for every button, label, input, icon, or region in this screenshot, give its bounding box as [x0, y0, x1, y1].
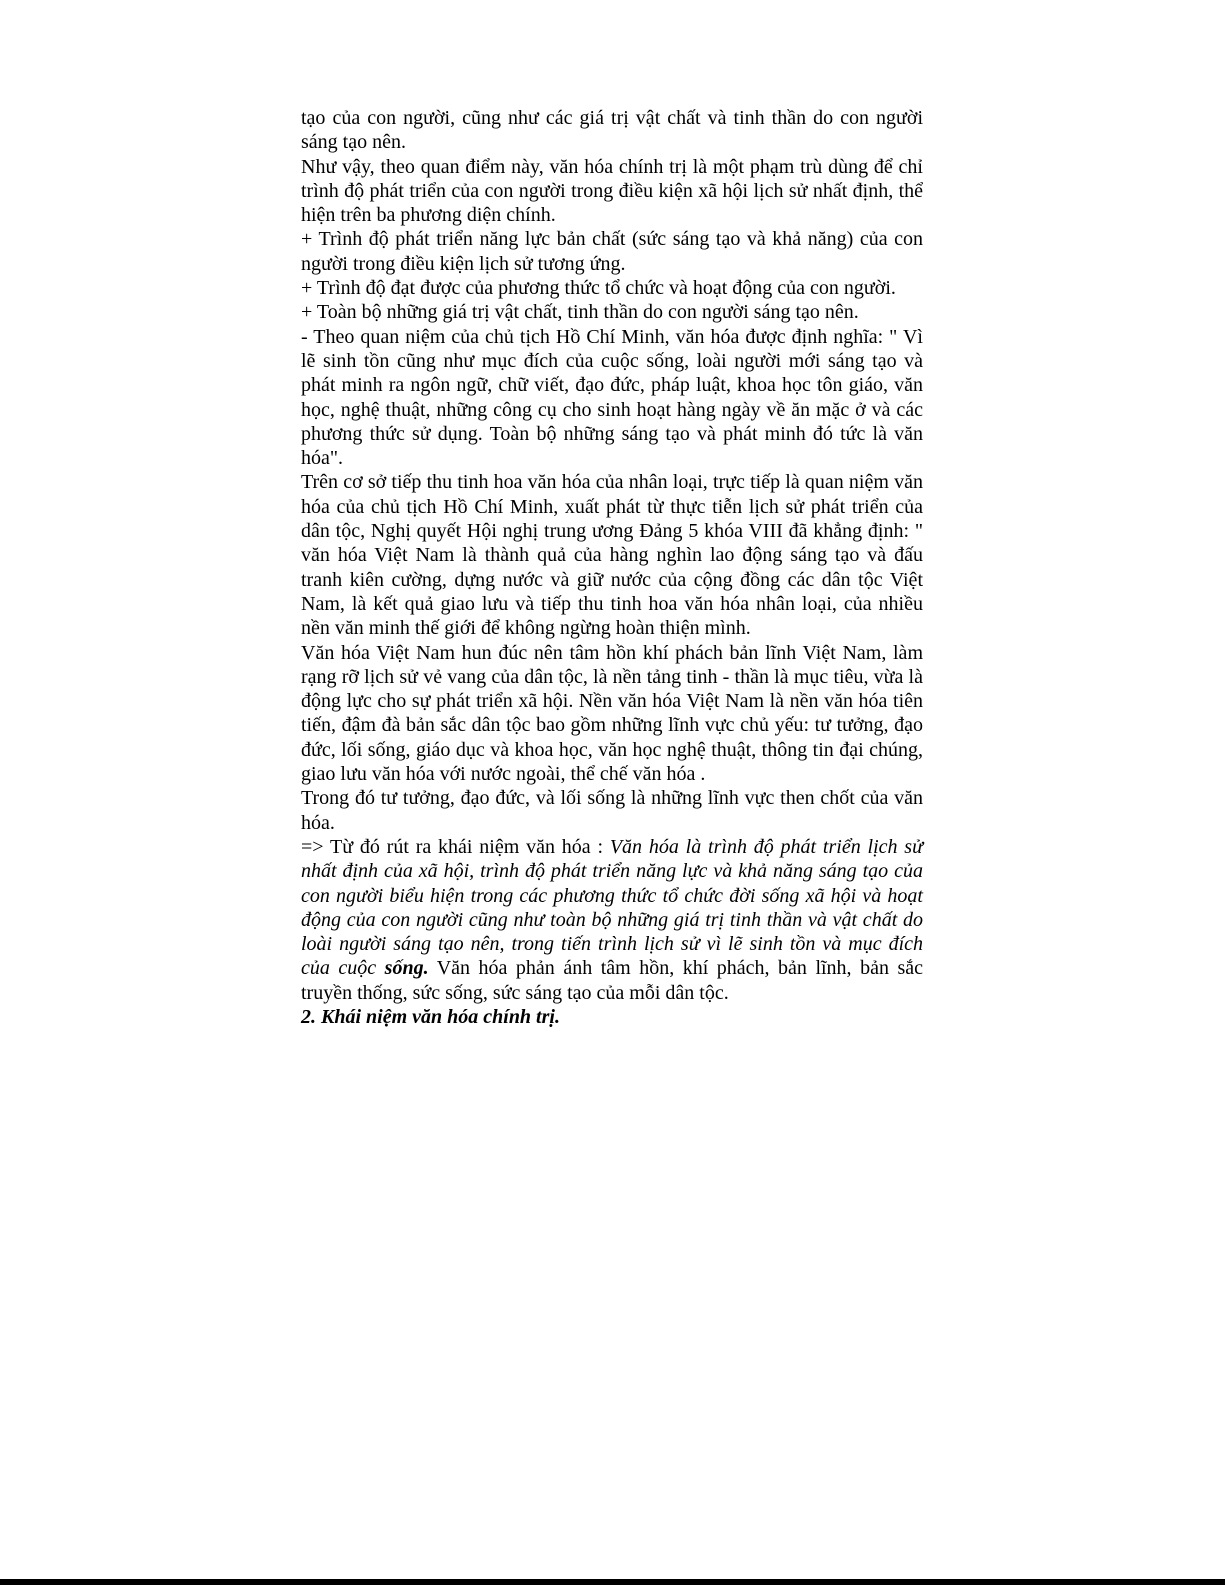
paragraph-8: Văn hóa Việt Nam hun đúc nên tâm hồn khí phách bản lĩnh Việt Nam, làm rạng rỡ lịch sử vẻ vang của dân tộc, là nền tảng tinh - thần là mục tiêu, vừa là động lực cho sự phát triển xã hội. Nền văn hóa Việt Nam là nền văn hóa tiên tiến, đậm đà bản sắc dân tộc bao gồm những lĩnh vực chủ yếu: tư tưởng, đạo đức, lối sống, giáo dục và khoa học, văn học nghệ thuật, thông tin đại chúng, giao lưu văn hóa với nước ngoài, thể chế văn hóa . — [301, 641, 923, 786]
definition-italic: Văn hóa là trình độ phát triển lịch sử nhất định của xã hội, trình độ phát triển năng lực và khả năng sáng tạo của con người biểu hiện trong các phương thức tổ chức đời sống xã hội và hoạt động của con người cũng như toàn bộ những giá trị tinh thần và vật chất do loài người sáng tạo nên, trong tiến trình lịch sử vì lẽ sinh tồn và mục đích của cuộc — [301, 835, 923, 980]
definition-lead: => Từ đó rút ra khái niệm văn hóa : — [301, 835, 610, 858]
paragraph-4: + Trình độ đạt được của phương thức tổ chức và hoạt động của con người. — [301, 277, 896, 300]
paragraph-3: + Trình độ phát triển năng lực bản chất (sức sáng tạo và khả năng) của con người trong điều kiện lịch sử tương ứng. — [301, 228, 923, 275]
paragraph-1: tạo của con người, cũng như các giá trị vật chất và tinh thần do con người sáng tạo nên. — [301, 107, 923, 154]
bottom-border — [0, 1579, 1225, 1585]
paragraph-10-definition — [301, 835, 923, 1005]
definition-bold-italic: sống. — [384, 957, 429, 980]
paragraph-7: Trên cơ sở tiếp thu tinh hoa văn hóa của nhân loại, trực tiếp là quan niệm văn hóa của chủ tịch Hồ Chí Minh, xuất phát từ thực tiễn lịch sử phát triển của dân tộc, Nghị quyết Hội nghị trung ương Đảng 5 khóa VIII đã khẳng định: " văn hóa Việt Nam là thành quả của hàng nghìn lao động sáng tạo và đấu tranh kiên cường, dựng nước và giữ nước của cộng đồng các dân tộc Việt Nam, là kết quả giao lưu và tiếp thu tinh hoa văn hóa nhân loại, của nhiều nền văn minh thế giới để không ngừng hoàn thiện mình. — [301, 471, 923, 640]
paragraph-6: - Theo quan niệm của chủ tịch Hồ Chí Minh, văn hóa được định nghĩa: " Vì lẽ sinh tồn cũng như mục đích của cuộc sống, loài người mới sáng tạo và phát minh ra ngôn ngữ, chữ viết, đạo đức, pháp luật, khoa học tôn giáo, văn học, nghệ thuật, những công cụ cho sinh hoạt hàng ngày về ăn mặc ở và các phương thức sử dụng. Toàn bộ những sáng tạo và phát minh đó tức là văn hóa". — [301, 325, 923, 470]
definition-tail: Văn hóa phản ánh tâm hồn, khí phách, bản lĩnh, bản sắc truyền thống, sức sống, sức sáng tạo của mỗi dân tộc. — [301, 957, 923, 1004]
paragraph-9: Trong đó tư tưởng, đạo đức, và lối sống là những lĩnh vực then chốt của văn hóa. — [301, 787, 923, 834]
paragraph-5: + Toàn bộ những giá trị vật chất, tinh thần do con người sáng tạo nên. — [301, 301, 859, 324]
section-heading-2: 2. Khái niệm văn hóa chính trị. — [301, 1005, 560, 1028]
paragraph-2: Như vậy, theo quan điểm này, văn hóa chính trị là một phạm trù dùng để chỉ trình độ phát triển của con người trong điều kiện xã hội lịch sử nhất định, thể hiện trên ba phương diện chính. — [301, 155, 923, 227]
document-body — [301, 106, 923, 1029]
